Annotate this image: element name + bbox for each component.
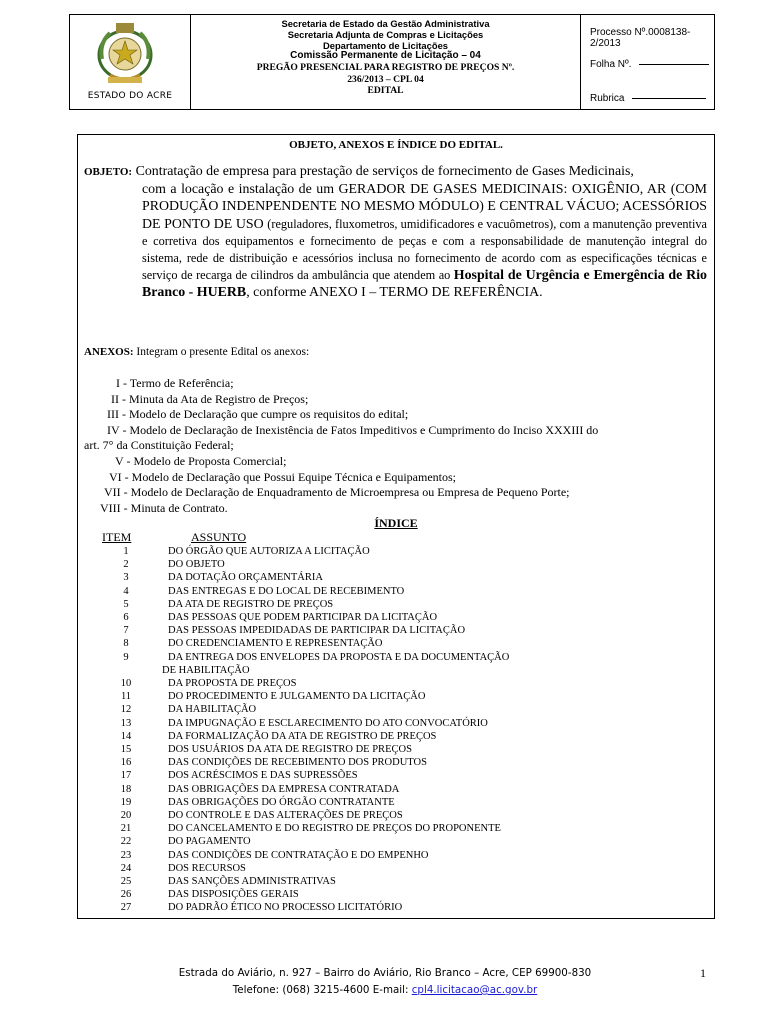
item-subject: DA PROPOSTA DE PREÇOS <box>168 678 297 690</box>
objeto-label: OBJETO: <box>84 166 133 178</box>
item-number: 5 <box>123 598 129 610</box>
table-row <box>84 690 509 703</box>
table-row <box>84 677 509 690</box>
table-row <box>84 611 509 624</box>
item-subject: DO CONTROLE E DAS ALTERAÇÕES DE PREÇOS <box>168 810 403 822</box>
item-subject: DA HABILITAÇÃO <box>168 704 257 716</box>
indice-table <box>84 545 509 915</box>
footer-phone: Telefone: (068) 3215-4600 E-mail: <box>232 984 409 996</box>
item-subject: DOS RECURSOS <box>168 862 246 874</box>
header-line-4: Comissão Permanente de Licitação – 04 <box>290 50 481 62</box>
item-subject-continuation: DE HABILITAÇÃO <box>162 664 250 676</box>
table-row <box>84 703 509 716</box>
objeto-body-a: com a locação e instalação de um GERADOR DE GASES MEDICINAIS: OXIGÊNIO, AR (COM PRODUÇÃO INDENPENDENTE NO MESMO MÓDULO) E CENTRAL VÁCUO; ACESSÓRIOS DE PONTO DE USO <box>142 182 707 232</box>
table-row <box>84 651 509 664</box>
item-subject: DAS DISPOSIÇÕES GERAIS <box>168 889 299 901</box>
footer-contact <box>0 984 770 996</box>
table-row <box>84 717 509 730</box>
column-header-assunto: ASSUNTO <box>191 530 247 544</box>
objeto-body <box>84 181 707 301</box>
item-number: 9 <box>123 651 129 663</box>
header-title-block <box>191 15 581 109</box>
rubrica-label: Rubrica <box>590 93 625 104</box>
table-row <box>84 796 509 809</box>
item-number: 10 <box>120 678 132 690</box>
anexo-item: III - Modelo de Declaração que cumpre os requisitos do edital; <box>107 407 409 422</box>
table-row <box>84 598 509 611</box>
header-line-2: Secretaria Adjunta de Compras e Licitações <box>287 28 484 40</box>
column-header-item: ITEM <box>102 530 132 544</box>
item-number: 14 <box>120 730 132 742</box>
header-line-3: Departamento de Licitações <box>322 39 449 51</box>
objeto-first-text: Contratação de empresa para prestação de serviços de fornecimento de Gases Medicinais, <box>135 164 634 179</box>
item-number: 23 <box>120 849 132 861</box>
item-number: 8 <box>123 638 129 650</box>
header-line-6: 236/2013 – CPL 04 <box>347 73 424 85</box>
item-subject: DAS CONDIÇÕES DE CONTRATAÇÃO E DO EMPENHO <box>168 849 429 861</box>
anexo-item: I - Termo de Referência; <box>116 376 234 390</box>
main-content-box <box>77 134 715 919</box>
item-subject: DO CREDENCIAMENTO E REPRESENTAÇÃO <box>168 638 383 650</box>
item-subject: DO CANCELAMENTO E DO REGISTRO DE PREÇOS DO PROPONENTE <box>168 823 501 835</box>
item-subject: DOS ACRÉSCIMOS E DAS SUPRESSÕES <box>168 770 358 782</box>
header-process-cell <box>581 15 714 109</box>
document-header <box>69 14 715 110</box>
table-row <box>84 743 509 756</box>
table-row <box>84 545 509 558</box>
item-number: 4 <box>123 585 129 597</box>
table-row <box>84 783 509 796</box>
item-subject: DAS OBRIGAÇÕES DO ÓRGÃO CONTRATANTE <box>168 796 395 808</box>
anexo-item-continuation: art. 7° da Constituição Federal; <box>84 438 234 453</box>
item-subject: DA ATA DE REGISTRO DE PREÇOS <box>168 598 334 610</box>
table-row <box>84 835 509 848</box>
folha-field <box>590 59 709 70</box>
table-row <box>84 637 509 650</box>
item-number: 16 <box>120 757 132 769</box>
objeto-body-small: (reguladores, fluxometros, umidificadores e vacuômetros), com a manutenção preventiva e corretiva dos equipamentos e fornecimento de peças e com a responsabilidade de manutenção integral do sistema, rede de distribuição e acessórios inclusa no fornecimento de acordo com as especificações técnicas e serviço de recarga de cilindros da ambulância que atendem ao <box>142 216 707 283</box>
objeto-tail: , conforme ANEXO I – TERMO DE REFERÊNCIA. <box>246 285 543 301</box>
item-subject: DAS ENTREGAS E DO LOCAL DE RECEBIMENTO <box>168 585 405 597</box>
table-row <box>84 585 509 598</box>
objeto-paragraph <box>84 163 707 302</box>
table-row <box>84 849 509 862</box>
state-crest-icon <box>96 21 154 87</box>
item-number: 11 <box>120 691 132 703</box>
item-number: 27 <box>120 902 132 914</box>
item-number: 13 <box>120 717 132 729</box>
anexos-label: ANEXOS: <box>84 346 134 358</box>
objeto-first-line <box>84 163 707 181</box>
item-number: 1 <box>123 546 129 557</box>
rubrica-field <box>590 93 706 104</box>
item-number: 18 <box>120 783 132 795</box>
item-number: 3 <box>123 572 129 584</box>
item-subject: DO PROCEDIMENTO E JULGAMENTO DA LICITAÇÃO <box>168 691 426 703</box>
table-row <box>84 809 509 822</box>
footer-address: Estrada do Aviário, n. 927 – Bairro do Aviário, Rio Branco – Acre, CEP 69900-830 <box>178 967 592 979</box>
item-number: 12 <box>120 704 132 716</box>
item-number: 19 <box>120 796 132 808</box>
item-subject: DO PADRÃO ÉTICO NO PROCESSO LICITATÓRIO <box>168 902 403 914</box>
item-subject: DAS SANÇÕES ADMINISTRATIVAS <box>168 876 336 888</box>
item-subject: DAS OBRIGAÇÕES DA EMPRESA CONTRATADA <box>168 783 400 795</box>
table-row <box>84 558 509 571</box>
anexos-list <box>84 376 707 516</box>
item-subject: DA DOTAÇÃO ORÇAMENTÁRIA <box>168 572 323 584</box>
table-row <box>84 730 509 743</box>
section-title: OBJETO, ANEXOS E ÍNDICE DO EDITAL. <box>289 139 503 151</box>
item-number: 2 <box>123 559 129 571</box>
anexo-item: VIII - Minuta de Contrato. <box>100 500 228 515</box>
item-subject: DA IMPUGNAÇÃO E ESCLARECIMENTO DO ATO CONVOCATÓRIO <box>168 717 488 729</box>
anexo-item: VII - Modelo de Declaração de Enquadramento de Microempresa ou Empresa de Pequeno Porte; <box>104 485 570 500</box>
table-row <box>84 875 509 888</box>
table-row <box>84 901 509 914</box>
item-number: 26 <box>120 889 132 901</box>
anexos-intro-text: Integram o presente Edital os anexos: <box>136 346 310 358</box>
item-number: 22 <box>120 836 132 848</box>
table-row <box>84 769 509 782</box>
table-row <box>84 571 509 584</box>
item-number: 24 <box>120 862 132 874</box>
item-number: 7 <box>123 625 129 637</box>
item-subject: DA FORMALIZAÇÃO DA ATA DE REGISTRO DE PREÇOS <box>168 730 437 742</box>
rubrica-blank-line <box>632 98 706 99</box>
anexos-intro <box>84 346 309 358</box>
anexo-item: II - Minuta da Ata de Registro de Preços; <box>111 391 309 406</box>
table-row <box>84 888 509 901</box>
folha-blank-line <box>639 64 709 65</box>
header-line-1: Secretaria de Estado da Gestão Administrativa <box>281 18 490 29</box>
header-logo-cell <box>70 15 191 109</box>
table-row <box>84 862 509 875</box>
item-number: 15 <box>120 744 132 756</box>
item-subject: DAS PESSOAS QUE PODEM PARTICIPAR DA LICITAÇÃO <box>168 612 438 624</box>
item-number: 20 <box>120 810 132 822</box>
table-row <box>84 756 509 769</box>
item-subject: DAS CONDIÇÕES DE RECEBIMENTO DOS PRODUTOS <box>168 757 427 769</box>
table-row <box>84 624 509 637</box>
indice-title: ÍNDICE <box>374 516 418 530</box>
anexo-item: VI - Modelo de Declaração que Possui Equipe Técnica e Equipamentos; <box>109 469 456 484</box>
processo-number: Processo Nº.0008138-2/2013 <box>590 27 691 49</box>
item-subject: DO OBJETO <box>168 559 225 571</box>
item-subject: DO ÓRGÃO QUE AUTORIZA A LICITAÇÃO <box>168 546 370 557</box>
header-line-7: EDITAL <box>367 85 404 96</box>
item-subject: DA ENTREGA DOS ENVELOPES DA PROPOSTA E DA DOCUMENTAÇÃO <box>168 651 510 663</box>
page-number: 1 <box>700 966 706 980</box>
objeto-hospital: Hospital de Urgência e Emergência de Rio Branco - HUERB <box>142 268 707 301</box>
item-subject: DAS PESSOAS IMPEDIDADAS DE PARTICIPAR DA LICITAÇÃO <box>168 625 466 637</box>
item-number: 25 <box>120 876 132 888</box>
item-number: 6 <box>123 612 129 624</box>
estado-label: ESTADO DO ACRE <box>87 91 173 101</box>
anexo-item: IV - Modelo de Declaração de Inexistência de Fatos Impeditivos e Cumprimento do Inciso XXXIII do <box>107 422 599 437</box>
header-line-5: PREGÃO PRESENCIAL PARA REGISTRO DE PREÇOS Nº. <box>256 62 515 74</box>
anexo-item: V - Modelo de Proposta Comercial; <box>115 453 287 468</box>
item-number: 21 <box>120 823 132 835</box>
item-number: 17 <box>120 770 132 782</box>
folha-label: Folha Nº. <box>590 59 632 70</box>
table-row <box>84 822 509 835</box>
item-subject: DO PAGAMENTO <box>168 836 251 848</box>
item-subject: DOS USUÁRIOS DA ATA DE REGISTRO DE PREÇOS <box>168 744 412 756</box>
footer-email-link[interactable]: cpl4.licitacao@ac.gov.br <box>411 984 538 996</box>
